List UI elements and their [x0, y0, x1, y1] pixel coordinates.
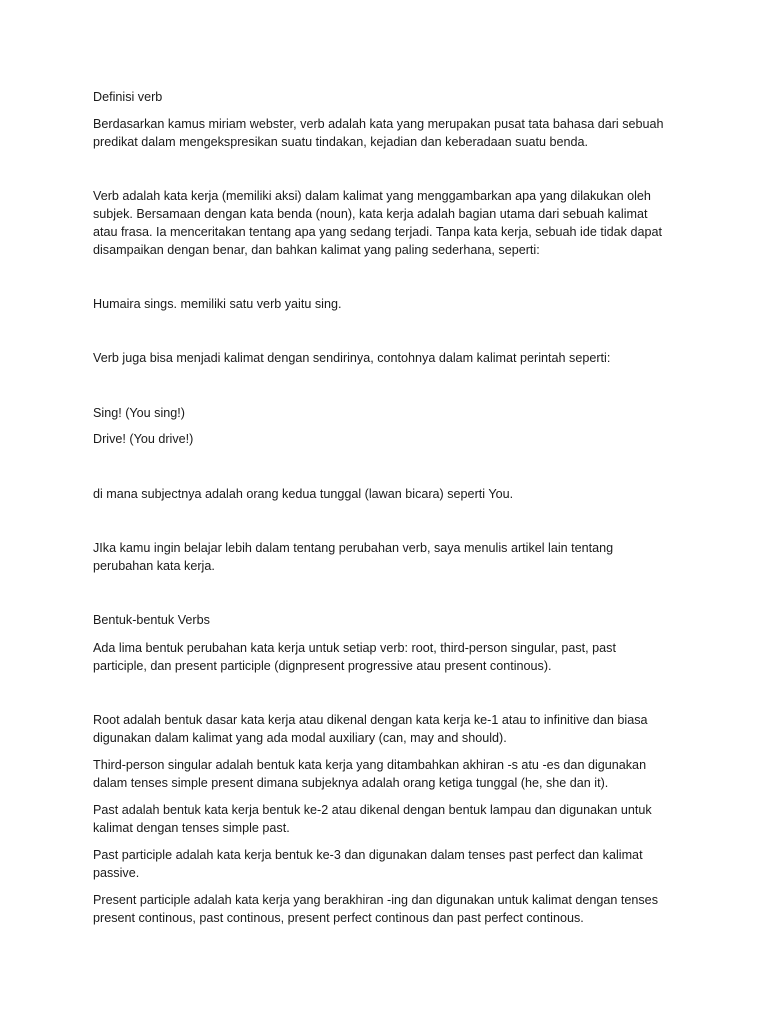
text-line: subjek. Bersamaan dengan kata benda (noun), kata kerja adalah bagian utama dari sebuah kalimat: [93, 207, 648, 221]
text-line: passive.: [93, 866, 140, 880]
heading-bentuk-verbs: [93, 611, 693, 629]
paragraph-present-participle: [93, 891, 693, 927]
paragraph-example-humaira: [93, 295, 693, 313]
heading-text: Definisi verb: [93, 90, 163, 104]
text-line: atau frasa. Ia menceritakan tentang apa yang sedang terjadi. Tanpa kata kerja, sebuah ide tidak dapat: [93, 225, 662, 239]
text-line: Present participle adalah kata kerja yang berakhiran -ing dan digunakan untuk kalimat dengan tenses: [93, 893, 658, 907]
paragraph-root: [93, 711, 693, 747]
text-line: digunakan dalam kalimat yang ada modal auxiliary (can, may and should).: [93, 731, 507, 745]
text-line: present continous, past continous, present perfect continous dan past perfect continous.: [93, 911, 584, 925]
example-sing: [93, 404, 693, 422]
text-line: Humaira sings. memiliki satu verb yaitu sing.: [93, 297, 342, 311]
text-line: participle, dan present participle (dignpresent progressive atau present continous).: [93, 659, 552, 673]
text-line: Past participle adalah kata kerja bentuk ke-3 dan digunakan dalam tenses past perfect dan kalimat: [93, 848, 643, 862]
text-line: Ada lima bentuk perubahan kata kerja untuk setiap verb: root, third-person singular, past, past: [93, 641, 616, 655]
paragraph-verb-sentence: [93, 349, 693, 367]
paragraph-past-participle: [93, 846, 693, 882]
text-line: dalam tenses simple present dimana subjeknya adalah orang ketiga tunggal (he, she dan it).: [93, 776, 609, 790]
text-line: Drive! (You drive!): [93, 432, 194, 446]
text-line: Berdasarkan kamus miriam webster, verb adalah kata yang merupakan pusat tata bahasa dari sebuah: [93, 117, 664, 131]
paragraph-definition: [93, 115, 693, 151]
paragraph-article-link: [93, 539, 693, 575]
paragraph-third-person: [93, 756, 693, 792]
text-line: kalimat dengan tenses simple past.: [93, 821, 290, 835]
text-line: disampaikan dengan benar, dan bahkan kalimat yang paling sederhana, seperti:: [93, 243, 540, 257]
text-line: Verb juga bisa menjadi kalimat dengan sendirinya, contohnya dalam kalimat perintah seperti:: [93, 351, 611, 365]
paragraph-five-forms: [93, 639, 693, 675]
text-line: Root adalah bentuk dasar kata kerja atau dikenal dengan kata kerja ke-1 atau to infinitive dan biasa: [93, 713, 648, 727]
text-line: Third-person singular adalah bentuk kata kerja yang ditambahkan akhiran -s atu -es dan digunakan: [93, 758, 647, 772]
heading-definisi-verb: [93, 88, 693, 106]
text-line: predikat dalam mengekspresikan suatu tindakan, kejadian dan keberadaan suatu benda.: [93, 135, 588, 149]
text-line: perubahan kata kerja.: [93, 559, 215, 573]
paragraph-verb-explanation: [93, 187, 693, 259]
text-line: Past adalah bentuk kata kerja bentuk ke-2 atau dikenal dengan bentuk lampau dan digunakan untuk: [93, 803, 652, 817]
text-line: Verb adalah kata kerja (memiliki aksi) dalam kalimat yang menggambarkan apa yang dilakukan oleh: [93, 189, 651, 203]
heading-text: Bentuk-bentuk Verbs: [93, 613, 210, 627]
text-line: Sing! (You sing!): [93, 406, 185, 420]
paragraph-subject-you: [93, 485, 693, 503]
text-line: JIka kamu ingin belajar lebih dalam tentang perubahan verb, saya menulis artikel lain tentang: [93, 541, 614, 555]
paragraph-past: [93, 801, 693, 837]
text-line: di mana subjectnya adalah orang kedua tunggal (lawan bicara) seperti You.: [93, 487, 514, 501]
example-drive: [93, 430, 693, 448]
